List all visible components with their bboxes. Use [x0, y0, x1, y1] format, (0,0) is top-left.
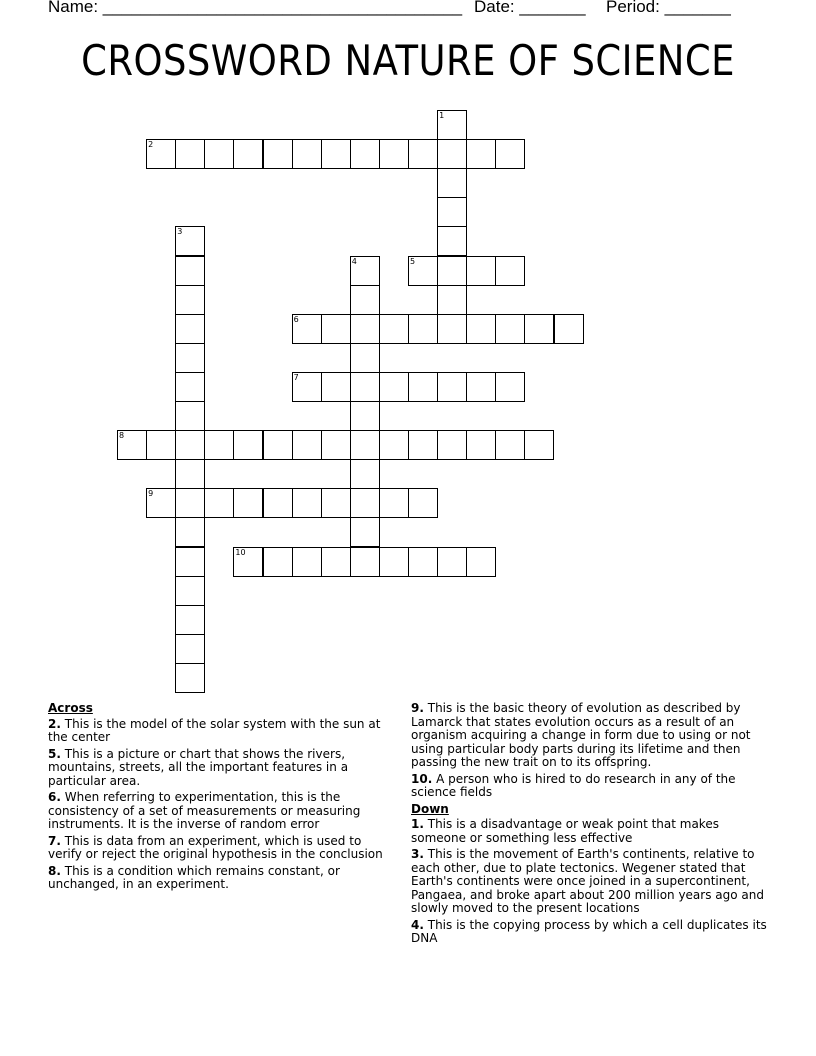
clue-across-6 [48, 791, 393, 832]
grid-cell[interactable] [146, 430, 176, 460]
grid-cell[interactable] [466, 430, 496, 460]
grid-cell[interactable] [379, 372, 409, 402]
grid-cell[interactable] [233, 430, 263, 460]
grid-cell[interactable] [175, 285, 205, 315]
grid-cell[interactable] [495, 314, 525, 344]
grid-cell[interactable] [379, 314, 409, 344]
clue-number-label: 7 [293, 372, 299, 382]
grid-cell[interactable] [146, 139, 176, 169]
name-field[interactable]: Name: ______________________________________ [48, 0, 463, 16]
grid-cell[interactable] [263, 430, 293, 460]
clue-number-label: 5 [410, 256, 416, 266]
grid-cell[interactable] [263, 488, 293, 518]
clue-number-label: 6 [293, 314, 299, 324]
clue-across-8 [48, 865, 393, 892]
grid-cell[interactable] [524, 430, 554, 460]
date-field[interactable]: Date: _______ [474, 0, 586, 16]
grid-cell[interactable] [437, 197, 467, 227]
clue-across-10 [411, 773, 769, 800]
grid-cell[interactable] [408, 256, 438, 286]
clue-down-3 [411, 848, 769, 916]
grid-cell[interactable] [175, 576, 205, 606]
grid-cell[interactable] [175, 547, 205, 577]
grid-cell[interactable] [466, 256, 496, 286]
grid-cell[interactable] [233, 547, 263, 577]
grid-cell[interactable] [437, 110, 467, 140]
clue-text: This is the model of the solar system with the sun at the center [48, 716, 381, 744]
clue-number: 9. [411, 701, 424, 715]
grid-cell[interactable] [437, 139, 467, 169]
grid-cell[interactable] [495, 139, 525, 169]
grid-cell[interactable] [175, 226, 205, 256]
grid-cell[interactable] [175, 372, 205, 402]
grid-cell[interactable] [437, 547, 467, 577]
grid-cell[interactable] [495, 372, 525, 402]
grid-cell[interactable] [175, 605, 205, 635]
grid-cell[interactable] [437, 372, 467, 402]
grid-cell[interactable] [292, 488, 322, 518]
clues-right-column [411, 702, 769, 949]
clue-text: This is data from an experiment, which is used to verify or reject the original hypothesis in the conclusion [48, 833, 383, 861]
grid-cell[interactable] [379, 139, 409, 169]
grid-cell[interactable] [175, 634, 205, 664]
clue-number: 2. [48, 716, 61, 731]
grid-cell[interactable] [379, 547, 409, 577]
grid-cell[interactable] [437, 285, 467, 315]
grid-cell[interactable] [466, 547, 496, 577]
clue-number-label: 9 [148, 489, 154, 499]
grid-cell[interactable] [117, 430, 147, 460]
grid-cell[interactable] [292, 547, 322, 577]
grid-cell[interactable] [146, 488, 176, 518]
clue-number: 4. [411, 917, 424, 932]
clue-number-label: 10 [235, 547, 246, 557]
clue-number: 1. [411, 817, 424, 831]
clues-left-column [48, 702, 393, 895]
period-field[interactable]: Period: _______ [606, 0, 731, 16]
grid-cell[interactable] [175, 430, 205, 460]
grid-cell[interactable] [350, 459, 380, 489]
grid-cell[interactable] [175, 663, 205, 693]
clue-across-5 [48, 748, 393, 789]
grid-cell[interactable] [495, 430, 525, 460]
clue-number: 5. [48, 746, 61, 761]
clue-across-9 [411, 702, 769, 770]
grid-cell[interactable] [263, 139, 293, 169]
clue-number-label: 3 [177, 227, 183, 237]
clue-number: 8. [48, 863, 61, 878]
grid-cell[interactable] [233, 139, 263, 169]
grid-cell[interactable] [408, 314, 438, 344]
clue-text: This is the movement of Earth's continents, relative to each other, due to plate tectonics. Wegener stated that Earth's continents were once joined in a supercontinent, Pangaea, and broke apart about 200 million years ago and slowly moved to the present locations [411, 847, 764, 915]
grid-cell[interactable] [408, 488, 438, 518]
grid-cell[interactable] [204, 430, 234, 460]
grid-cell[interactable] [350, 314, 380, 344]
grid-cell[interactable] [175, 314, 205, 344]
grid-cell[interactable] [233, 488, 263, 518]
grid-cell[interactable] [321, 372, 351, 402]
across-heading: Across [48, 701, 93, 715]
grid-cell[interactable] [379, 430, 409, 460]
grid-cell[interactable] [175, 256, 205, 286]
clue-number: 6. [48, 790, 61, 804]
grid-cell[interactable] [263, 547, 293, 577]
grid-cell[interactable] [495, 256, 525, 286]
page-title: CROSSWORD NATURE OF SCIENCE [81, 36, 735, 85]
clue-text: This is a disadvantage or weak point that makes someone or something less effective [411, 817, 719, 845]
grid-cell[interactable] [321, 488, 351, 518]
clue-text: This is a picture or chart that shows the rivers, mountains, streets, all the important features in a particular area. [48, 746, 349, 788]
grid-cell[interactable] [408, 430, 438, 460]
clue-text: When referring to experimentation, this is the consistency of a set of measurements or measuring instruments. It is the inverse of random error [48, 790, 361, 831]
grid-cell[interactable] [466, 372, 496, 402]
grid-cell[interactable] [524, 314, 554, 344]
grid-cell[interactable] [350, 517, 380, 547]
grid-cell[interactable] [408, 372, 438, 402]
grid-cell[interactable] [175, 401, 205, 431]
grid-cell[interactable] [321, 547, 351, 577]
grid-cell[interactable] [437, 168, 467, 198]
grid-cell[interactable] [408, 547, 438, 577]
grid-cell[interactable] [175, 459, 205, 489]
grid-cell[interactable] [437, 430, 467, 460]
grid-cell[interactable] [175, 343, 205, 373]
grid-cell[interactable] [292, 139, 322, 169]
grid-cell[interactable] [175, 488, 205, 518]
grid-cell[interactable] [175, 517, 205, 547]
grid-cell[interactable] [437, 314, 467, 344]
clue-number-label: 4 [351, 256, 357, 266]
clue-text: This is the basic theory of evolution as described by Lamarck that states evolution occurs as a result of an organism acquiring a change in form due to using or not using particular body parts during its lifetime and then passing the new trait on to its offspring. [411, 701, 751, 769]
grid-cell[interactable] [204, 139, 234, 169]
grid-cell[interactable] [321, 430, 351, 460]
clue-number-label: 8 [119, 431, 125, 441]
clue-text: This is a condition which remains constant, or unchanged, in an experiment. [48, 863, 340, 891]
clue-across-7 [48, 835, 393, 862]
grid-cell[interactable] [350, 547, 380, 577]
clue-down-4 [411, 919, 769, 946]
grid-cell[interactable] [350, 343, 380, 373]
grid-cell[interactable] [292, 314, 322, 344]
grid-cell[interactable] [350, 285, 380, 315]
grid-cell[interactable] [350, 401, 380, 431]
clue-down-1 [411, 818, 769, 845]
grid-cell[interactable] [292, 430, 322, 460]
grid-cell[interactable] [321, 314, 351, 344]
grid-cell[interactable] [437, 256, 467, 286]
grid-cell[interactable] [437, 226, 467, 256]
clue-across-2 [48, 718, 393, 745]
grid-cell[interactable] [350, 139, 380, 169]
grid-cell[interactable] [204, 488, 234, 518]
clue-number-label: 2 [148, 140, 154, 150]
grid-cell[interactable] [554, 314, 584, 344]
grid-cell[interactable] [379, 488, 409, 518]
grid-cell[interactable] [350, 430, 380, 460]
grid-cell[interactable] [408, 139, 438, 169]
grid-cell[interactable] [175, 139, 205, 169]
clue-number: 3. [411, 847, 424, 861]
clue-number: 10. [411, 771, 433, 786]
grid-cell[interactable] [321, 139, 351, 169]
clue-number: 7. [48, 833, 61, 848]
grid-cell[interactable] [466, 314, 496, 344]
grid-cell[interactable] [350, 372, 380, 402]
down-heading: Down [411, 801, 449, 816]
grid-cell[interactable] [350, 256, 380, 286]
grid-cell[interactable] [350, 488, 380, 518]
grid-cell[interactable] [466, 139, 496, 169]
clue-text: This is the copying process by which a cell duplicates its DNA [411, 917, 767, 945]
grid-cell[interactable] [292, 372, 322, 402]
clue-text: A person who is hired to do research in any of the science fields [411, 771, 736, 799]
clue-number-label: 1 [439, 111, 445, 120]
